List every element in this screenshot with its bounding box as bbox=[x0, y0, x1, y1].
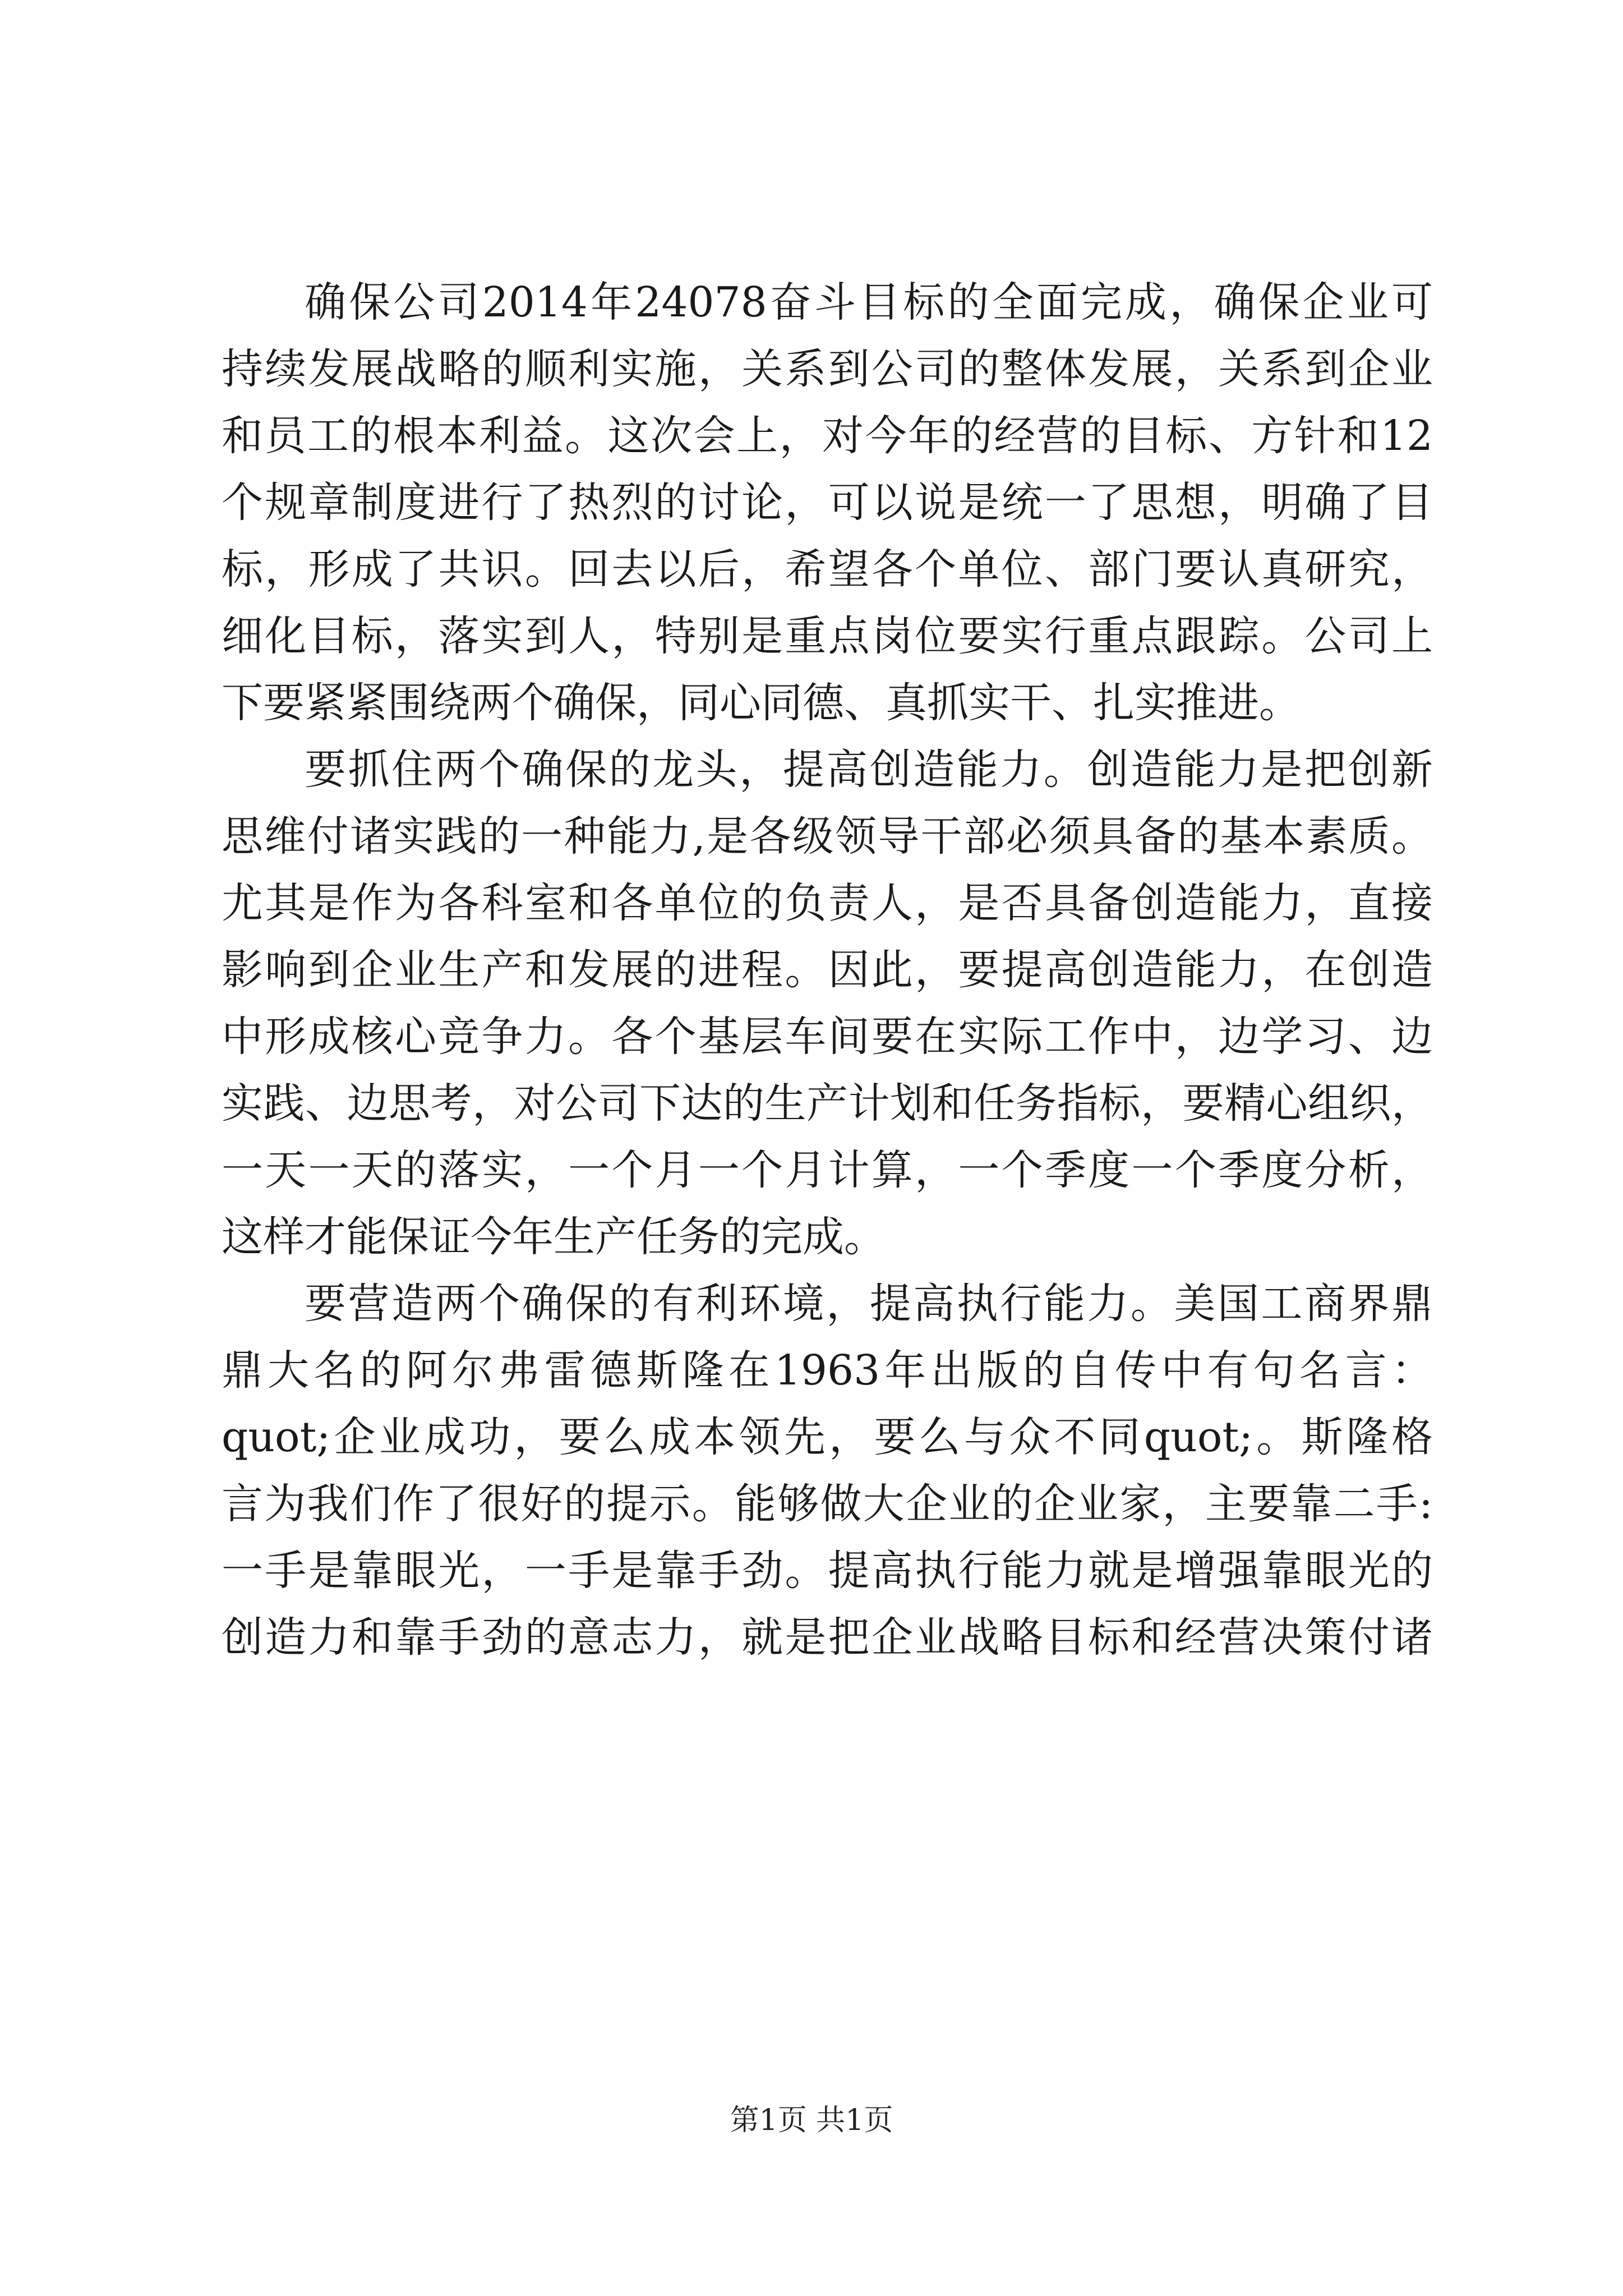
text-line: 要营造两个确保的有利环境，提高执行能力。美国工商界鼎 bbox=[305, 1280, 1433, 1328]
text-line: 言为我们作了很好的提示。能够做大企业的企业家，主要靠二手: bbox=[222, 1480, 1433, 1528]
text-line: 尤其是作为各科室和各单位的负责人，是否具备创造能力，直接 bbox=[222, 879, 1433, 927]
text-line: 一手是靠眼光，一手是靠手劲。提高执行能力就是增强靠眼光的 bbox=[222, 1547, 1433, 1595]
text-line: 要抓住两个确保的龙头，提高创造能力。创造能力是把创新 bbox=[305, 746, 1433, 794]
text-line: 下要紧紧围绕两个确保，同心同德、真抓实干、扎实推进。 bbox=[222, 679, 1301, 727]
text-line: 中形成核心竞争力。各个基层车间要在实际工作中，边学习、边 bbox=[222, 1013, 1433, 1061]
text-line: 和员工的根本利益。这次会上，对今年的经营的目标、方针和12 bbox=[222, 412, 1433, 460]
text-line: 鼎大名的阿尔弗雷德斯隆在1963年出版的自传中有句名言： bbox=[222, 1346, 1433, 1395]
paragraph-3 bbox=[222, 1271, 1433, 1671]
paragraph-2 bbox=[222, 737, 1433, 1271]
text-line: 一天一天的落实，一个月一个月计算，一个季度一个季度分析， bbox=[222, 1146, 1433, 1194]
paragraph-1 bbox=[222, 269, 1433, 737]
text-line: quot;企业成功，要么成本领先，要么与众不同quot;。斯隆格 bbox=[222, 1413, 1433, 1461]
text-line: 创造力和靠手劲的意志力，就是把企业战略目标和经营决策付诸 bbox=[222, 1613, 1433, 1662]
text-line: 确保公司2014年24078奋斗目标的全面完成，确保企业可 bbox=[305, 278, 1433, 326]
text-line: 实践、边思考，对公司下达的生产计划和任务指标，要精心组织， bbox=[222, 1079, 1433, 1128]
text-line: 思维付诸实践的一种能力,是各级领导干部必须具备的基本素质。 bbox=[222, 812, 1433, 861]
page-footer bbox=[0, 2101, 1623, 2140]
text-line: 这样才能保证今年生产任务的完成。 bbox=[222, 1213, 886, 1261]
text-line: 持续发展战略的顺利实施，关系到公司的整体发展，关系到企业 bbox=[222, 345, 1433, 393]
document-body bbox=[222, 269, 1433, 1671]
text-line: 个规章制度进行了热烈的讨论，可以说是统一了思想，明确了目 bbox=[222, 478, 1433, 527]
text-line: 细化目标，落实到人，特别是重点岗位要实行重点跟踪。公司上 bbox=[222, 612, 1433, 660]
text-line: 标，形成了共识。回去以后，希望各个单位、部门要认真研究， bbox=[222, 545, 1433, 593]
text-line: 影响到企业生产和发展的进程。因此，要提高创造能力，在创造 bbox=[222, 946, 1433, 994]
page-number: 第1页 共1页 bbox=[730, 2104, 893, 2137]
